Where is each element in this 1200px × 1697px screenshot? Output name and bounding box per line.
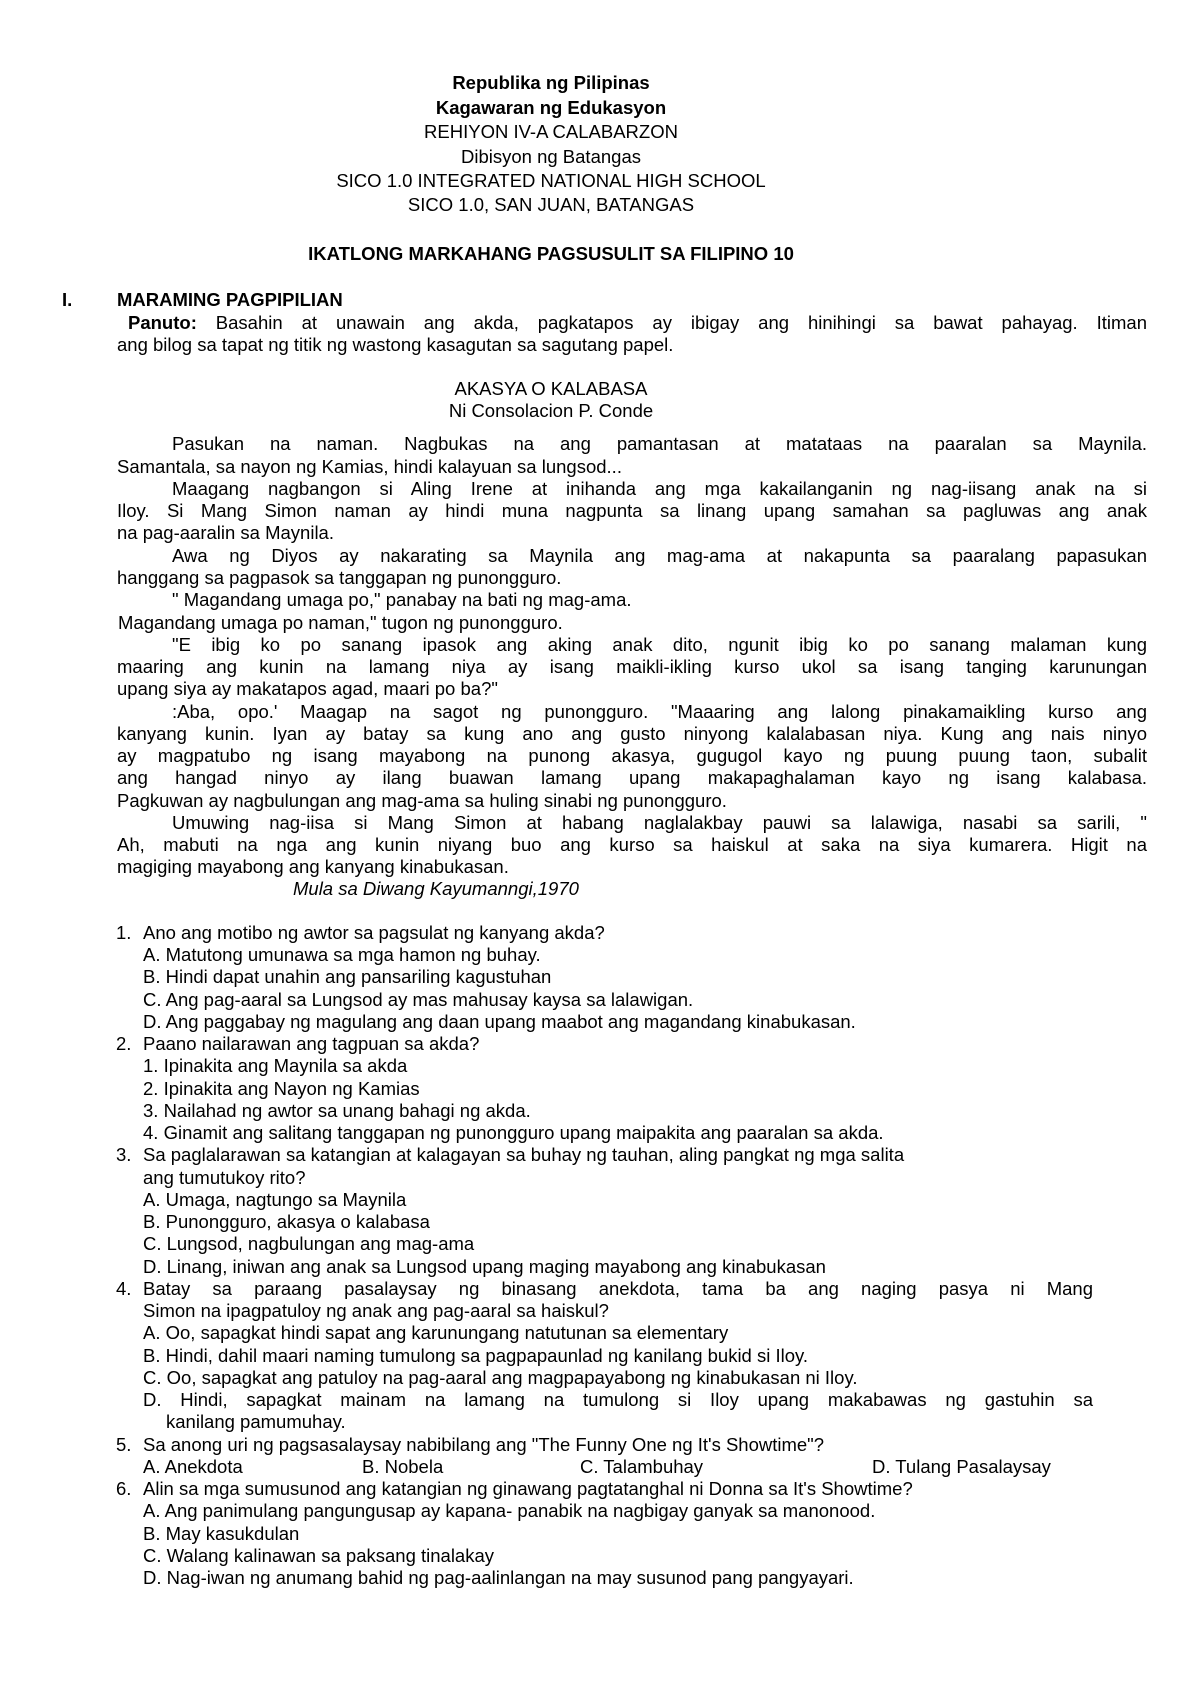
story-line: hanggang sa pagpasok sa tanggapan ng punongguro. bbox=[117, 567, 562, 588]
question-text: Ano ang motibo ng awtor sa pagsulat ng kanyang akda? bbox=[143, 922, 605, 943]
question-text: Sa anong uri ng pagsasalaysay nabibilang ang "The Funny One ng It's Showtime"? bbox=[143, 1434, 825, 1455]
section-number: I. bbox=[62, 289, 73, 310]
choice: C. Oo, sapagkat ang patuloy na pag-aaral ang magpapayabong ng kinabukasan ni Iloy. bbox=[143, 1367, 858, 1388]
choice: B. Nobela bbox=[362, 1456, 444, 1477]
story-line: maaring ang kunin na lamang niya ay isang maikli-ikling kurso ukol sa isang tanging karunungan bbox=[117, 656, 1147, 677]
story-line: Maagang nagbangon si Aling Irene at inihanda ang mga kakailanganin ng nag-iisang anak na si bbox=[172, 478, 1147, 499]
section-title: MARAMING PAGPIPILIAN bbox=[117, 289, 343, 310]
choice: B. Hindi dapat unahin ang pansariling kagustuhan bbox=[143, 966, 552, 987]
directions-text-1: Basahin at unawain ang akda, pagkatapos ay ibigay ang hinihingi sa bawat pahayag. Itiman bbox=[215, 312, 1147, 333]
directions-line-2: ang bilog sa tapat ng titik ng wastong kasagutan sa sagutang papel. bbox=[117, 334, 674, 355]
story-line: "E ibig ko po sanang ipasok ang aking anak dito, ngunit ibig ko po sanang malaman kung bbox=[172, 634, 1147, 655]
question-number: 2. bbox=[116, 1033, 132, 1054]
story-source: Mula sa Diwang Kayumanngi,1970 bbox=[293, 878, 579, 899]
question-number: 5. bbox=[116, 1434, 132, 1455]
story-line: ay magpatubo ng isang mayabong na punong akasya, gugugol kayo ng puung puung taon, subalit bbox=[117, 745, 1147, 766]
header-region: REHIYON IV-A CALABARZON bbox=[424, 121, 678, 142]
question-number: 1. bbox=[116, 922, 132, 943]
question-number: 4. bbox=[116, 1278, 132, 1299]
question-text-cont: ang tumutukoy rito? bbox=[143, 1167, 306, 1188]
story-line: Pasukan na naman. Nagbukas na ang pamantasan at matataas na paaralan sa Maynila. bbox=[172, 433, 1147, 454]
question-number: 3. bbox=[116, 1144, 132, 1165]
choice: 2. Ipinakita ang Nayon ng Kamias bbox=[143, 1078, 420, 1099]
story-line: " Magandang umaga po," panabay na bati ng mag-ama. bbox=[172, 589, 632, 610]
choice: D. Hindi, sapagkat mainam na lamang na tumulong si Iloy upang makabawas ng gastuhin sa bbox=[143, 1389, 1093, 1410]
story-line: Magandang umaga po naman," tugon ng punongguro. bbox=[118, 612, 563, 633]
choice: 1. Ipinakita ang Maynila sa akda bbox=[143, 1055, 408, 1076]
story-author: Ni Consolacion P. Conde bbox=[448, 400, 654, 421]
choice: D. Tulang Pasalaysay bbox=[872, 1456, 1051, 1477]
story-line: :Aba, opo.' Maagap na sagot ng punongguro. "Maaaring ang lalong pinakamaikling kurso ang bbox=[172, 701, 1147, 722]
story-line: na pag-aaralin sa Maynila. bbox=[117, 522, 334, 543]
choice: A. Matutong umunawa sa mga hamon ng buhay. bbox=[143, 944, 541, 965]
question-text-cont: Simon na ipagpatuloy ng anak ang pag-aaral sa haiskul? bbox=[143, 1300, 609, 1321]
choice: C. Walang kalinawan sa paksang tinalakay bbox=[143, 1545, 495, 1566]
choice: A. Anekdota bbox=[143, 1456, 243, 1477]
choice: D. Linang, iniwan ang anak sa Lungsod upang maging mayabong ang kinabukasan bbox=[143, 1256, 826, 1277]
story-line: Ah, mabuti na nga ang kunin niyang buo ang kurso sa haiskul at saka na siya kumarera. Higit na bbox=[117, 834, 1147, 855]
header-department: Kagawaran ng Edukasyon bbox=[435, 97, 667, 118]
choice: B. Hindi, dahil maari naming tumulong sa pagpapaunlad ng kanilang bukid si Iloy. bbox=[143, 1345, 809, 1366]
question-text: Batay sa paraang pasalaysay ng binasang anekdota, tama ba ang naging pasya ni Mang bbox=[143, 1278, 1093, 1299]
choice: C. Talambuhay bbox=[580, 1456, 704, 1477]
story-title: AKASYA O KALABASA bbox=[454, 378, 648, 399]
choice: D. Nag-iwan ng anumang bahid ng pag-aalinlangan na may susunod pang pangyayari. bbox=[143, 1567, 854, 1588]
question-number: 6. bbox=[116, 1478, 132, 1499]
question-text: Alin sa mga sumusunod ang katangian ng ginawang pagtatanghal ni Donna sa It's Showtime? bbox=[143, 1478, 913, 1499]
story-line: Samantala, sa nayon ng Kamias, hindi kalayuan sa lungsod... bbox=[117, 456, 622, 477]
choice: B. May kasukdulan bbox=[143, 1523, 300, 1544]
story-line: Awa ng Diyos ay nakarating sa Maynila ang mag-ama at nakapunta sa paaralang papasukan bbox=[172, 545, 1147, 566]
question-text: Paano nailarawan ang tagpuan sa akda? bbox=[143, 1033, 480, 1054]
choice: D. Ang paggabay ng magulang ang daan upang maabot ang magandang kinabukasan. bbox=[143, 1011, 856, 1032]
choice: A. Ang panimulang pangungusap ay kapana- panabik na nagbigay ganyak sa manonood. bbox=[143, 1500, 876, 1521]
directions-label: Panuto: bbox=[128, 312, 197, 333]
story-line: Iloy. Si Mang Simon naman ay hindi muna nagpunta sa linang upang samahan sa pagluwas ang anak bbox=[117, 500, 1147, 521]
directions-line-1 bbox=[117, 312, 1147, 334]
choice: B. Punongguro, akasya o kalabasa bbox=[143, 1211, 430, 1232]
header-division: Dibisyon ng Batangas bbox=[461, 146, 641, 167]
choice: 3. Nailahad ng awtor sa unang bahagi ng akda. bbox=[143, 1100, 531, 1121]
story-line: ang hangad ninyo ay ilang buawan lamang upang makapaghalaman kayo ng isang kalabasa. bbox=[117, 767, 1147, 788]
header-school: SICO 1.0 INTEGRATED NATIONAL HIGH SCHOOL bbox=[336, 170, 766, 191]
story-line: Pagkuwan ay nagbulungan ang mag-ama sa huling sinabi ng punongguro. bbox=[117, 790, 727, 811]
story-line: Umuwing nag-iisa si Mang Simon at habang naglalakbay pauwi sa lalawiga, nasabi sa sarili, " bbox=[172, 812, 1147, 833]
choice: C. Ang pag-aaral sa Lungsod ay mas mahusay kaysa sa lalawigan. bbox=[143, 989, 694, 1010]
header-republic: Republika ng Pilipinas bbox=[452, 72, 650, 93]
story-line: kanyang kunin. Iyan ay batay sa kung ano ang gusto ninyong kalalabasan niya. Kung ang nais ninyo bbox=[117, 723, 1147, 744]
choice: 4. Ginamit ang salitang tanggapan ng punongguro upang maipakita ang paaralan sa akda. bbox=[143, 1122, 884, 1143]
choice: A. Umaga, nagtungo sa Maynila bbox=[143, 1189, 407, 1210]
exam-title: IKATLONG MARKAHANG PAGSUSULIT SA FILIPINO 10 bbox=[308, 243, 794, 264]
choice-cont: kanilang pamumuhay. bbox=[166, 1411, 346, 1432]
choice: C. Lungsod, nagbulungan ang mag-ama bbox=[143, 1233, 475, 1254]
story-line: upang siya ay makatapos agad, maari po ba?" bbox=[117, 678, 498, 699]
question-text: Sa paglalarawan sa katangian at kalagayan sa buhay ng tauhan, aling pangkat ng mga salita bbox=[143, 1144, 905, 1165]
choice: A. Oo, sapagkat hindi sapat ang karunungang natutunan sa elementary bbox=[143, 1322, 729, 1343]
story-line: magiging mayabong ang kanyang kinabukasan. bbox=[117, 856, 509, 877]
header-address: SICO 1.0, SAN JUAN, BATANGAS bbox=[407, 194, 695, 215]
